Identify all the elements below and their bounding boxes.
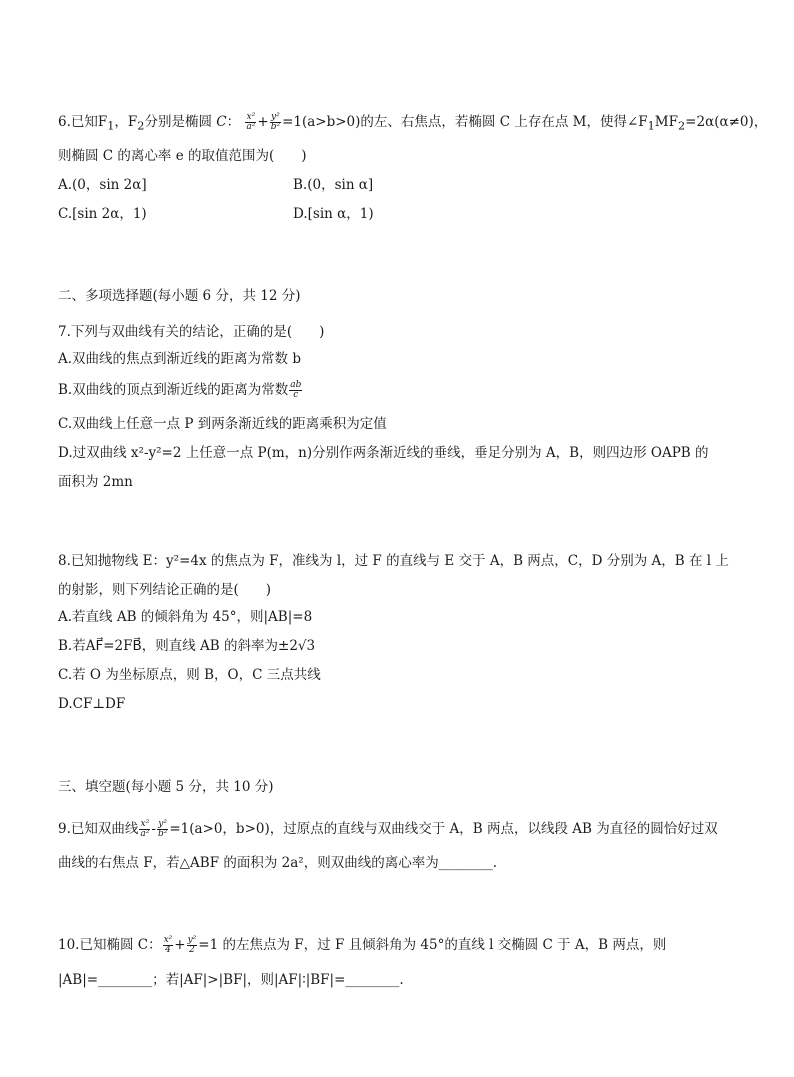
section-3-heading: 三、填空题(每小题 5 分，共 10 分) [58,779,274,795]
fraction-y2-b2: $\frac{\text{y²}}{\text{b²}}$ [157,819,168,839]
q8-stem-line1: 8.已知抛物线 E：y²=4x 的焦点为 F，准线为 l，过 F 的直线与 E 交于 A，B 两点，C，D 分别为 A，B 在 l 上 [58,553,729,569]
q8-option-d: D.CF⊥DF [58,696,126,712]
q9-stem-line2: 曲线的右焦点 F，若△ABF 的面积为 2a²，则双曲线的离心率为________. [58,855,497,871]
q7-option-d-line1: D.过双曲线 x²-y²=2 上任意一点 P(m，n)分别作两条渐近线的垂线，垂足分别为 A，B，则四边形 OAPB 的 [58,445,709,461]
section-2-heading: 二、多项选择题(每小题 6 分，共 12 分) [58,288,301,304]
q7-stem: 7.下列与双曲线有关的结论，正确的是( ) [58,324,325,340]
q6-option-a: A.(0，sin 2α] [58,177,147,193]
q6-stem-line1: 6.已知$F_1$，$F_2$分别是椭圆 C： $\frac{\text{x²}}{\text{a²}}$ + $\frac{\text{y²}}{\text{b²}}$ =1(a>b>0)的左、右焦点，若椭圆 C 上存在点 M，使得$\angle F_1MF_2=2\alpha(\alpha\ne 0)$， [58,112,768,133]
q9-stem-line1: 9.已知双曲线 $\frac{\text{x²}}{\text{a²}}$ - $\frac{\text{y²}}{\text{b²}}$ =1(a>0，b>0)，过原点的直线与双曲线交于 A，B 两点，以线段 AB 为直径的圆恰好过双 [58,819,718,839]
fraction-x2-4: $\frac{\text{x²}}{4}$ [163,935,173,955]
q7-option-d-line2: 面积为 2mn [58,474,133,490]
q8-option-b: B.若AF⃗=2FB⃗，则直线 AB 的斜率为±2√3 [58,638,316,654]
q6-option-b: B.(0，sin α] [293,177,374,193]
q8-option-a: A.若直线 AB 的倾斜角为 45°，则|AB|=8 [58,609,313,625]
fraction-x2-a2: $\frac{\text{x²}}{\text{a²}}$ [140,819,150,839]
fraction-x2-a2: $\frac{\text{x²}}{\text{a²}}$ [246,112,256,132]
q7-option-a: A.双曲线的焦点到渐近线的距离为常数 b [58,351,301,367]
fraction-ab-c: $\frac{ab}{c}$ [290,380,302,400]
q10-stem-line2: |AB|=________；若|AF|>|BF|，则|AF|∶|BF|=________. [58,972,404,988]
q7-option-b: B.双曲线的顶点到渐近线的距离为常数 $\frac{ab}{c}$ [58,380,302,400]
q7-option-c: C.双曲线上任意一点 P 到两条渐近线的距离乘积为定值 [58,416,387,432]
fraction-y2-b2: $\frac{\text{y²}}{\text{b²}}$ [270,112,281,132]
fraction-y2-2: $\frac{\text{y²}}{2}$ [187,935,197,955]
q10-stem-line1: 10.已知椭圆 C： $\frac{\text{x²}}{4}$ + $\frac{\text{y²}}{2}$ =1 的左焦点为 F，过 F 且倾斜角为 45°的直线 l 交椭圆 C 于 A，B 两点，则 [58,935,667,955]
q6-option-d: D.[sin α，1) [293,206,374,222]
q6-option-c: C.[sin 2α，1) [58,206,147,222]
q6-stem-line2: 则椭圆 C 的离心率 e 的取值范围为( ) [58,148,307,164]
q8-option-c: C.若 O 为坐标原点，则 B，O，C 三点共线 [58,667,321,683]
q8-stem-line2: 的射影，则下列结论正确的是( ) [58,582,272,598]
